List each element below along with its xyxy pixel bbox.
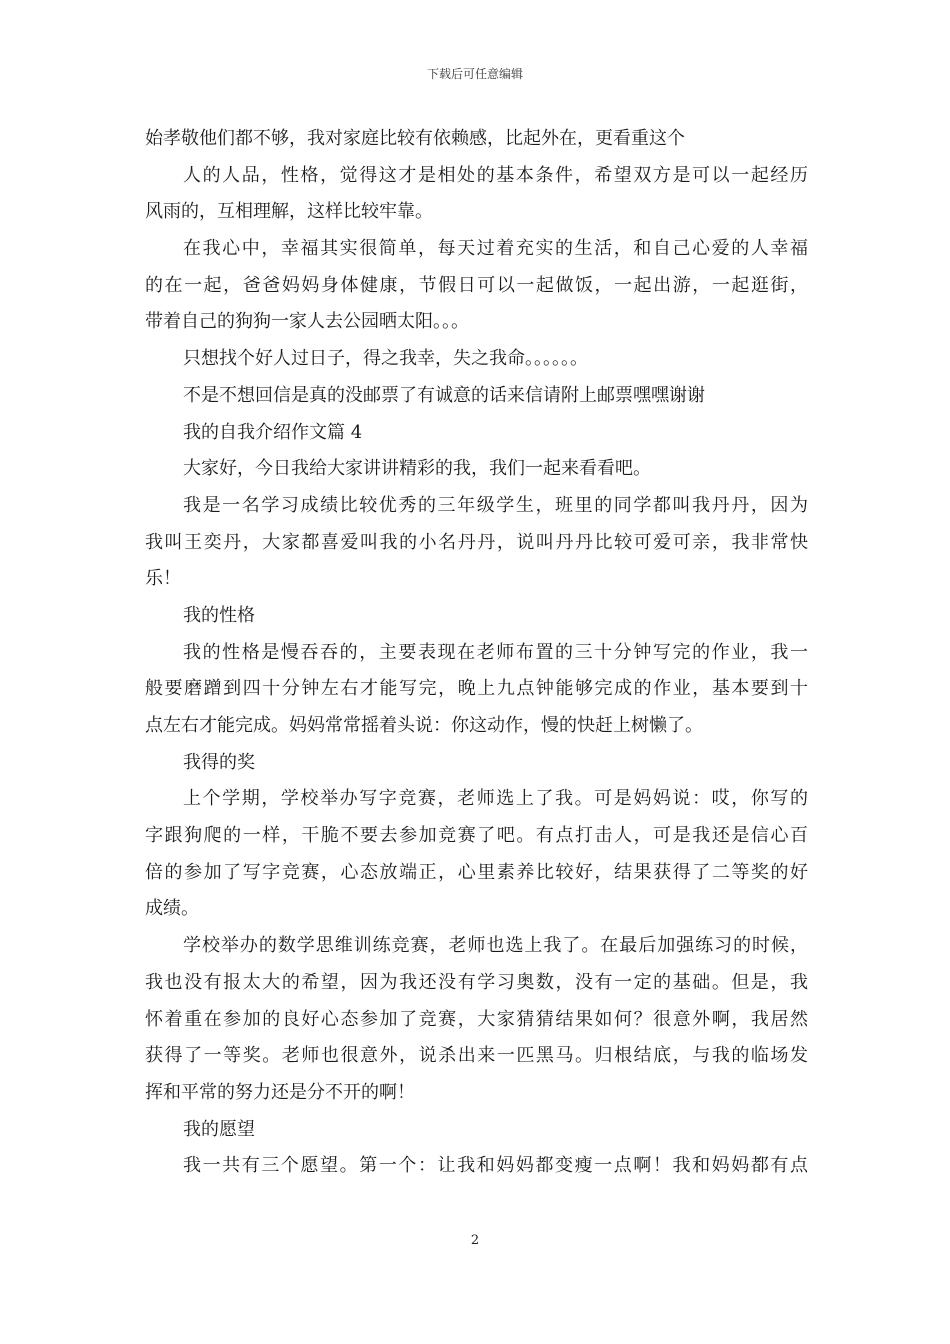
text-line: 挥和平常的努力还是分不开的啊！ <box>145 1081 415 1103</box>
text-line: 的在一起，爸爸妈妈身体健康，节假日可以一起做饭，一起出游，一起逛街， <box>145 274 808 296</box>
text-line: 我的愿望 <box>183 1118 255 1140</box>
text-line: 倍的参加了写字竞赛，心态放端正，心里素养比较好，结果获得了二等奖的好 <box>145 861 808 883</box>
text-line: 学校举办的数学思维训练竞赛，老师也选上我了。在最后加强练习的时候， <box>183 935 808 957</box>
text-line: 点左右才能完成。妈妈常常摇着头说：你这动作，慢的快赶上树懒了。 <box>145 715 703 736</box>
text-line: 我也没有报太大的希望，因为我还没有学习奥数，没有一定的基础。但是，我 <box>145 971 808 993</box>
text-line: 我是一名学习成绩比较优秀的三年级学生，班里的同学都叫我丹丹，因为 <box>183 494 808 516</box>
text-line: 始孝敬他们都不够，我对家庭比较有依赖感，比起外在，更看重这个 <box>145 128 685 149</box>
text-line: 怀着重在参加的良好心态参加了竞赛，大家猜猜结果如何？很意外啊，我居然 <box>145 1008 808 1030</box>
text-line: 不是不想回信是真的没邮票了有诚意的话来信请附上邮票嘿嘿谢谢 <box>183 384 705 406</box>
text-line: 获得了一等奖。老师也很意外，说杀出来一匹黑马。归根结底，与我的临场发 <box>145 1045 808 1067</box>
text-line: 我一共有三个愿望。第一个：让我和妈妈都变瘦一点啊！我和妈妈都有点 <box>183 1155 808 1177</box>
text-line: 在我心中，幸福其实很简单，每天过着充实的生活，和自己心爱的人幸福 <box>183 238 808 260</box>
text-line: 我的自我介绍作文篇 4 <box>183 421 363 443</box>
text-line: 人的人品，性格，觉得这才是相处的基本条件，希望双方是可以一起经历 <box>183 164 808 186</box>
page-header: 下载后可任意编辑 <box>426 67 523 81</box>
text-line: 我得的奖 <box>183 751 255 773</box>
text-line: 我的性格是慢吞吞的，主要表现在老师布置的三十分钟写完的作业，我一 <box>183 641 808 663</box>
text-line: 我的性格 <box>183 604 255 626</box>
text-line: 只想找个好人过日子，得之我幸，失之我命。。。。。。 <box>183 348 588 370</box>
text-line: 大家好，今日我给大家讲讲精彩的我，我们一起来看看吧。 <box>183 458 651 480</box>
document-body <box>145 121 808 1185</box>
page-number: 2 <box>470 1233 480 1248</box>
text-line: 字跟狗爬的一样，干脆不要去参加竞赛了吧。有点打击人，可是我还是信心百 <box>145 825 808 847</box>
text-line: 我叫王奕丹，大家都喜爱叫我的小名丹丹，说叫丹丹比较可爱可亲，我非常快 <box>145 531 808 553</box>
text-line: 风雨的，互相理解，这样比较牢靠。 <box>145 201 433 223</box>
text-line: 般要磨蹭到四十分钟左右才能写完，晚上九点钟能够完成的作业，基本要到十 <box>145 678 808 700</box>
text-line: 乐！ <box>145 568 181 590</box>
text-line: 成绩。 <box>145 898 199 920</box>
text-line: 带着自己的狗狗一家人去公园晒太阳。。。 <box>145 311 469 333</box>
text-line: 上个学期，学校举办写字竞赛，老师选上了我。可是妈妈说：哎，你写的 <box>183 788 808 810</box>
